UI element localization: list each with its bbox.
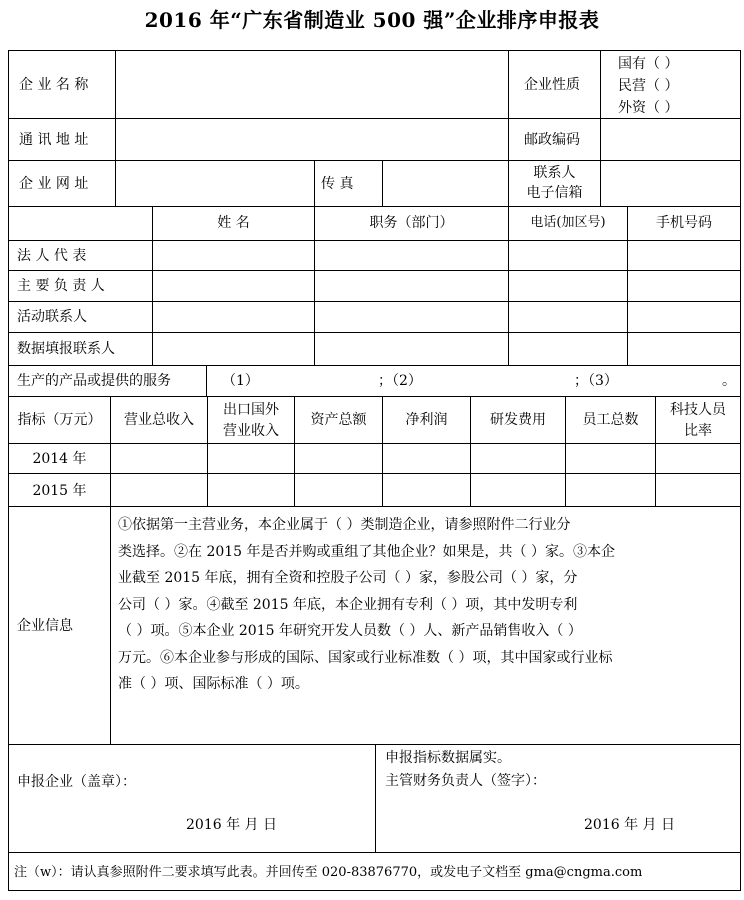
ind-header-assets: 资产总额 xyxy=(310,412,367,428)
year-2015: 2015 年 xyxy=(32,483,87,499)
ownership-foreign[interactable]: 外资（ ） xyxy=(618,100,679,116)
product-1[interactable]: （1） xyxy=(222,373,259,389)
product-end: 。 xyxy=(722,373,736,389)
website-label: 企 业 网 址 xyxy=(19,176,89,192)
footer-note: 注（w）：请认真参照附件二要求填写此表。并回传至 020-83876770，或发电子文档至 gma@cngma.com xyxy=(14,865,643,880)
header-position: 职务（部门） xyxy=(369,215,454,231)
email-field[interactable] xyxy=(601,161,739,205)
ind-header-tech-1: 科技人员 xyxy=(670,402,726,418)
ind-header-export-2: 营业收入 xyxy=(223,423,279,439)
ind-header-export-1: 出口国外 xyxy=(223,402,279,418)
fax-label: 传 真 xyxy=(321,176,354,192)
date-right[interactable]: 2016 年 月 日 xyxy=(584,817,675,833)
postal-code-field[interactable] xyxy=(601,119,739,159)
role-principal: 主 要 负 责 人 xyxy=(17,278,105,294)
product-2[interactable]: ；（2） xyxy=(378,373,422,389)
fax-field[interactable] xyxy=(383,161,507,205)
ind-header-tech-2: 比率 xyxy=(684,423,712,439)
info-label: 企业信息 xyxy=(17,618,73,634)
info-line: 准（ ）项、国际标准（ ）项。 xyxy=(118,676,309,692)
products-label: 生产的产品或提供的服务 xyxy=(17,373,171,389)
form-title: 2016 年“广东省制造业 500 强”企业排序申报表 xyxy=(144,8,600,32)
info-line: ①依据第一主营业务，本企业属于（ ）类制造企业，请参照附件二行业分 xyxy=(118,517,571,533)
header-phone: 电话(加区号) xyxy=(530,215,606,230)
postal-code-label: 邮政编码 xyxy=(524,132,580,148)
ind-header-unit: 指标（万元） xyxy=(17,412,102,428)
finance-signature-label: 主管财务负责人（签字）： xyxy=(385,773,546,789)
ind-header-staff: 员工总数 xyxy=(582,412,639,428)
address-label: 通 讯 地 址 xyxy=(19,132,89,148)
info-paragraph xyxy=(118,512,734,698)
header-mobile: 手机号码 xyxy=(656,215,712,231)
contact-label: 联系人 xyxy=(533,165,576,181)
info-line: 万元。⑥本企业参与形成的国际、国家或行业标准数（ ）项，其中国家或行业标 xyxy=(118,649,613,666)
info-line: （ ）项。⑤本企业 2015 年研究开发人员数（ ）人、新产品销售收入（ ） xyxy=(118,623,582,639)
product-3[interactable]: ；（3） xyxy=(574,373,618,389)
ind-header-rd: 研发费用 xyxy=(490,412,546,428)
date-left[interactable]: 2016 年 月 日 xyxy=(186,817,277,833)
role-activity-contact: 活动联系人 xyxy=(17,309,87,325)
role-data-contact: 数据填报联系人 xyxy=(17,341,115,357)
company-name-label: 企 业 名 称 xyxy=(19,77,89,93)
company-type-label: 企业性质 xyxy=(524,77,580,93)
declaration-statement: 申报指标数据属实。 xyxy=(385,750,511,766)
info-line: 类选择。②在 2015 年是否并购或重组了其他企业？如果是，共（ ）家。③本企 xyxy=(118,543,615,560)
header-name: 姓 名 xyxy=(217,215,250,231)
website-field[interactable] xyxy=(116,161,313,205)
email-label: 电子信箱 xyxy=(526,185,583,201)
address-field[interactable] xyxy=(116,119,507,159)
info-line: 业截至 2015 年底，拥有全资和控股子公司（ ）家，参股公司（ ）家，分 xyxy=(118,570,578,586)
ind-header-profit: 净利润 xyxy=(405,412,448,428)
info-line: 公司（ ）家。④截至 2015 年底，本企业拥有专利（ ）项，其中发明专利 xyxy=(118,596,578,613)
company-seal-label: 申报企业（盖章）： xyxy=(17,774,136,790)
role-legal-rep: 法 人 代 表 xyxy=(17,248,87,264)
ownership-state[interactable]: 国有（ ） xyxy=(618,56,679,72)
ownership-private[interactable]: 民营（ ） xyxy=(618,78,679,94)
ind-header-revenue: 营业总收入 xyxy=(124,412,194,428)
company-name-field[interactable] xyxy=(116,51,507,117)
year-2014: 2014 年 xyxy=(32,451,87,467)
